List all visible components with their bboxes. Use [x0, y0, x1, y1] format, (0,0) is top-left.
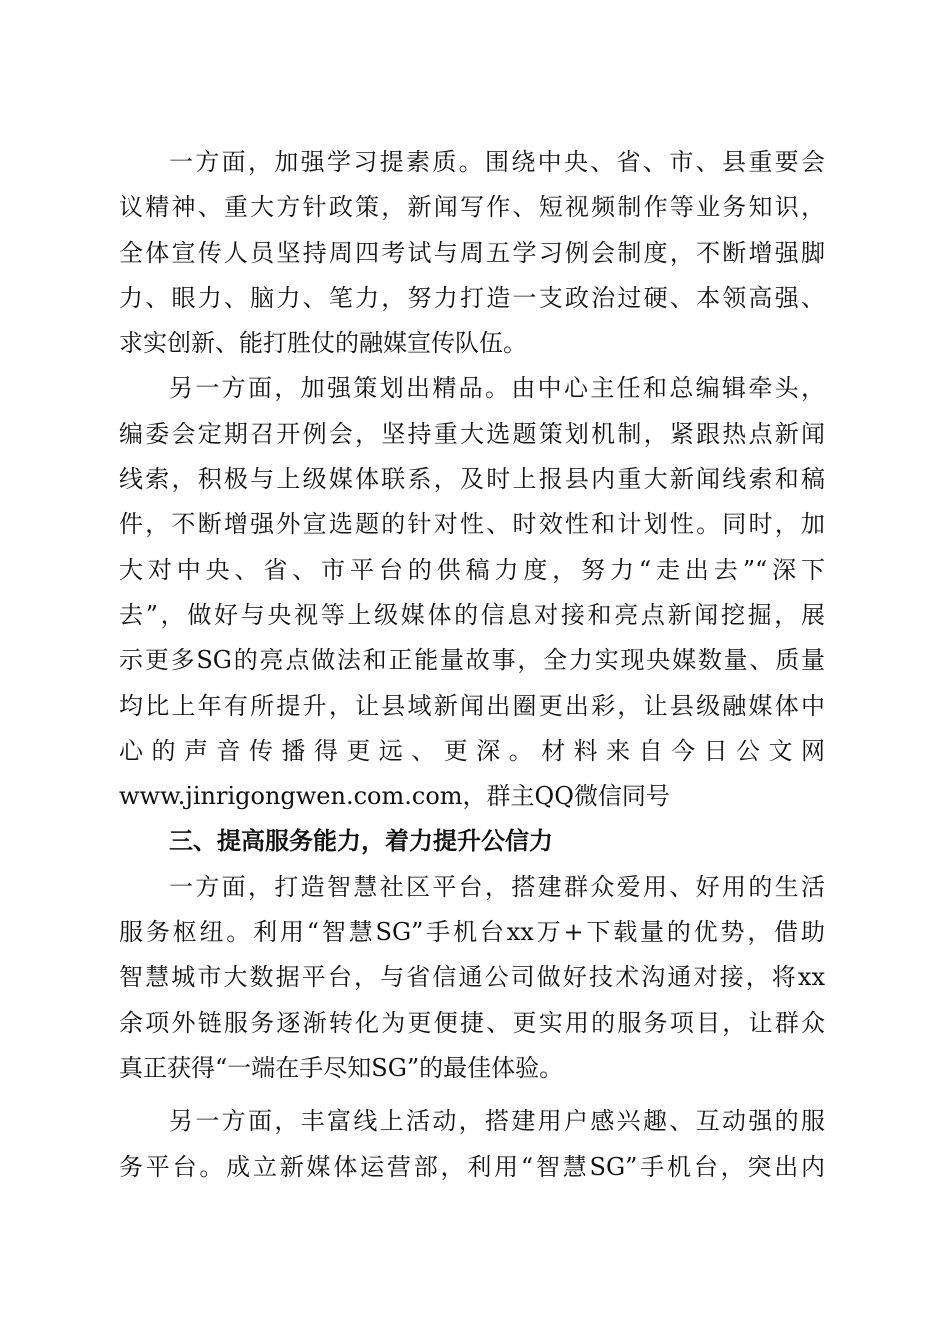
- text-line: 编委会定期召开例会，坚持重大选题策划机制，紧跟热点新闻: [119, 419, 825, 448]
- text-line: 去”，做好与央视等上级媒体的信息对接和亮点新闻挖掘，展: [119, 600, 825, 629]
- text-line: 全体宣传人员坚持周四考试与周五学习例会制度，不断增强脚: [119, 238, 825, 267]
- text-line: 件，不断增强外宣选题的针对性、时效性和计划性。同时，加: [119, 510, 825, 539]
- text-line: 另一方面，加强策划出精品。由中心主任和总编辑牵头，: [169, 374, 825, 403]
- paragraph-3: [119, 865, 825, 1091]
- text-line: 力、眼力、脑力、笔力，努力打造一支政治过硬、本领高强、: [119, 283, 825, 312]
- text-line: 一方面，加强学习提素质。围绕中央、省、市、县重要会: [169, 148, 825, 176]
- document-body: [119, 140, 825, 1190]
- text-line: 线索，积极与上级媒体联系，及时上报县内重大新闻线索和稿: [119, 465, 825, 494]
- text-line: 示更多SG的亮点做法和正能量故事，全力实现央媒数量、质量: [119, 646, 825, 675]
- text-line: 余项外链服务逐渐转化为更便捷、更实用的服务项目，让群众: [119, 1008, 825, 1037]
- section-heading: 三、提高服务能力，着力提升公信力: [169, 827, 553, 856]
- text-line: www.jinrigongwen.com.com，群主QQ微信同号: [119, 782, 670, 811]
- text-line: 大对中央、省、市平台的供稿力度，努力“走出去”“深下: [119, 555, 825, 584]
- text-line: 务平台。成立新媒体运营部，利用“智慧SG”手机台，突出内: [119, 1152, 825, 1181]
- text-line: 心的声音传播得更远、更深。材料来自今日公文网: [119, 736, 825, 765]
- text-line: 求实创新、能打胜仗的融媒宣传队伍。: [119, 329, 527, 358]
- text-line: 均比上年有所提升，让县域新闻出圈更出彩，让县级融媒体中: [119, 691, 825, 720]
- text-line: 智慧城市大数据平台，与省信通公司做好技术沟通对接，将xx: [119, 963, 825, 992]
- paragraph-4: [119, 1099, 825, 1190]
- text-line: 另一方面，丰富线上活动，搭建用户感兴趣、互动强的服: [169, 1107, 825, 1136]
- paragraph-2: [119, 366, 825, 819]
- text-line: 服务枢纽。利用“智慧SG”手机台xx万+下载量的优势，借助: [119, 918, 825, 947]
- text-line: 议精神、重大方针政策，新闻写作、短视频制作等业务知识，: [119, 193, 825, 222]
- text-line: 一方面，打造智慧社区平台，搭建群众爱用、好用的生活: [169, 872, 825, 901]
- text-line: 真正获得“一端在手尽知SG”的最佳体验。: [119, 1053, 564, 1082]
- paragraph-1: [119, 140, 825, 366]
- paragraph-gap: [119, 1091, 825, 1099]
